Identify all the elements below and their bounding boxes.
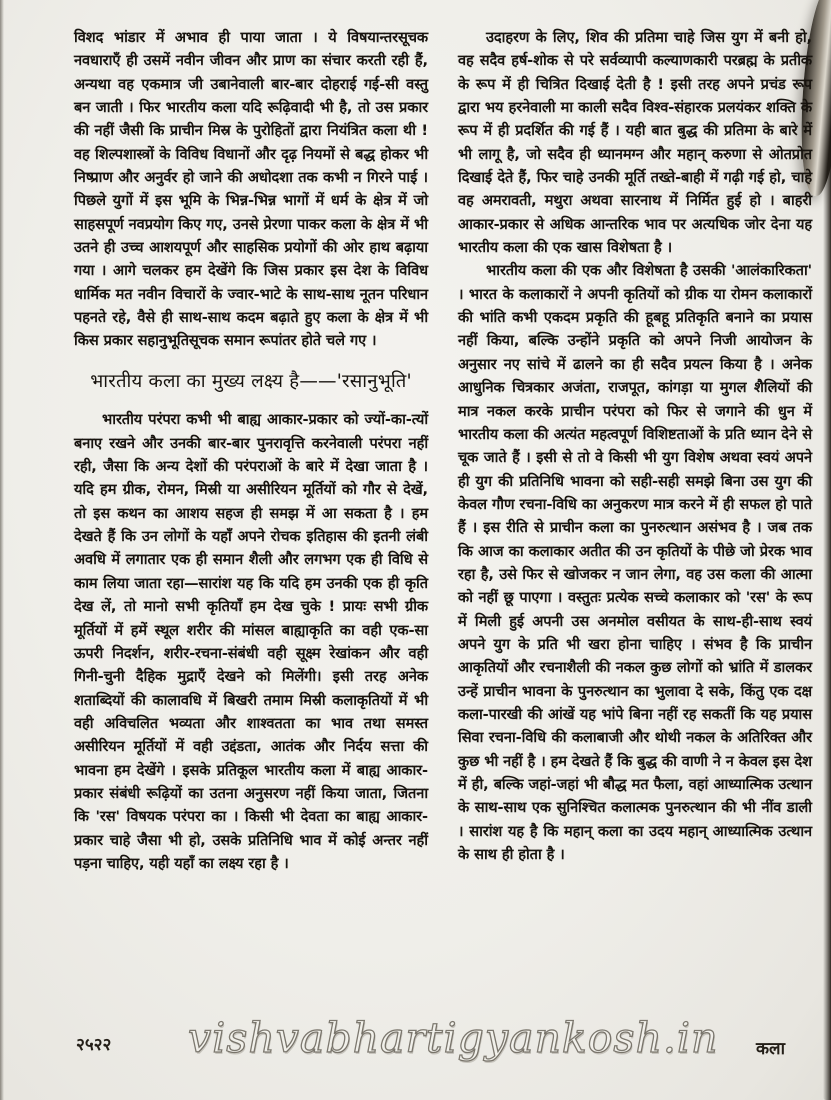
scan-right-edge-artifact xyxy=(823,60,831,1100)
right-text-column xyxy=(458,26,812,866)
page-number: २५२२ xyxy=(76,1035,112,1055)
left-text-column xyxy=(74,26,428,875)
section-heading: भारतीय कला का मुख्य लक्ष्य है——'रसानुभूति' xyxy=(90,370,412,392)
left-paragraph-continuation: विशद भांडार में अभाव ही पाया जाता । ये विषयान्तरसूचक नवधाराएँ ही उसमें नवीन जीवन और प्राण का संचार करती रही हैं, अन्यथा वह एकमात्र जी उबानेवाली बार-बार दोहराई गई-सी वस्तु बन जाती । फिर भारतीय कला यदि रूढ़िवादी भी है, तो उस प्रकार की नहीं जैसी कि प्राचीन मिस्र के पुरोहितों द्वारा नियंत्रित कला थी ! वह शिल्पशास्त्रों के विविध विधानों और दृढ़ नियमों से बद्ध होकर भी निष्प्राण और अनुर्वर हो जाने की अधोदशा तक कभी न गिरने पाई । पिछले युगों में इस भूमि के भिन्न-भिन्न भागों में धर्म के क्षेत्र में जो साहसपूर्ण नवप्रयोग किए गए, उनसे प्रेरणा पाकर कला के क्षेत्र में भी उतने ही उच्च आशयपूर्ण और साहसिक प्रयोगों की ओर हाथ बढ़ाया गया । आगे चलकर हम देखेंगे कि जिस प्रकार इस देश के विविध धार्मिक मत नवीन विचारों के ज्वार-भाटे के साथ-साथ नूतन परिधान पहनते रहे, वैसे ही साथ-साथ कदम बढ़ाते हुए कला के क्षेत्र में भी किस प्रकार सहानुभूतिसूचक समान रूपांतर होते चले गए । xyxy=(74,29,428,350)
right-paragraph-1: उदाहरण के लिए, शिव की प्रतिमा चाहे जिस युग में बनी हो, वह सदैव हर्ष-शोक से परे सर्वव्यापी कल्याणकारी परब्रह्म के प्रतीक के रूप में ही चित्रित दिखाई देती है ! इसी तरह अपने प्रचंड रूप द्वारा भय हरनेवाली मा काली सदैव विश्व-संहारक प्रलयंकर शक्ति के रूप में ही प्रदर्शित की गई हैं । यही बात बुद्ध की प्रतिमा के बारे में भी लागू है, जो सदैव ही ध्यानमग्न और महान् करुणा से ओतप्रोत दिखाई देते हैं, फिर चाहे उनकी मूर्ति तख्ते-बाही में गढ़ी गई हो, चाहे वह अमरावती, मथुरा अथवा सारनाथ में निर्मित हुई हो । बाहरी आकार-प्रकार से अधिक आन्तरिक भाव पर अत्यधिक जोर देना यह भारतीय कला की एक खास विशेषता है । xyxy=(458,29,812,257)
watermark-text: vishvabhartigyankosh.in xyxy=(188,1014,719,1062)
scan-left-edge-artifact xyxy=(0,0,4,1100)
right-paragraph-2: भारतीय कला की एक और विशेषता है उसकी 'आलंकारिकता' । भारत के कलाकारों ने अपनी कृतियों को ग्रीक या रोमन कलाकारों की भांति कभी एकदम प्रकृति की हूबहू प्रतिकृति बनाने का प्रयास नहीं किया, बल्कि उन्होंने प्रकृति को अपने निजी आयोजन के अनुसार नए सांचे में ढालने का ही सदैव प्रयत्न किया है । अनेक आधुनिक चित्रकार अजंता, राजपूत, कांगड़ा या मुगल शैलियों की मात्र नकल करके प्राचीन परंपरा को फिर से जगाने की धुन में भारतीय कला की अत्यंत महत्वपूर्ण विशिष्टताओं के प्रति ध्यान देने से चूक जाते हैं । इसी से तो वे किसी भी युग विशेष अथवा स्वयं अपने ही युग की प्रतिनिधि भावना को सही-सही समझे बिना उस युग की केवल गौण रचना-विधि का अनुकरण मात्र करने में ही सफल हो पाते हैं । इस रीति से प्राचीन कला का पुनरुत्थान असंभव है । जब तक कि आज का कलाकार अतीत की उन कृतियों के पीछे जो प्रेरक भाव रहा है, उसे फिर से खोजकर न जान लेगा, वह उस कला की आत्मा को नहीं छू पाएगा । वस्तुतः प्रत्येक सच्चे कलाकार को 'रस' के रूप में मिली हुई अपनी उस अनमोल वसीयत के साथ-ही-साथ स्वयं अपने युग के प्रति भी खरा होना चाहिए । संभव है कि प्राचीन आकृतियों और रचनाशैली की नकल कुछ लोगों को भ्रांति में डालकर उन्हें प्राचीन भावना के पुनरुत्थान का भुलावा दे सके, किंतु एक दक्ष कला-पारखी की आंखें यह भांपे बिना नहीं रह सकतीं कि यह प्रयास सिवा रचना-विधि की कलाबाजी और थोथी नकल के अतिरिक्त और कुछ भी नहीं है । हम देखते हैं कि बुद्ध की वाणी ने न केवल इस देश में ही, बल्कि जहां-जहां भी बौद्ध मत फैला, वहां आध्यात्मिक उत्थान के साथ-साथ एक सुनिश्चित कलात्मक पुनरुत्थान की भी नींव डाली । सारांश यह है कि महान् कला का उदय महान् आध्यात्मिक उत्थान के साथ ही होता है । xyxy=(458,262,812,864)
left-paragraph-2: भारतीय परंपरा कभी भी बाह्य आकार-प्रकार को ज्यों-का-त्यों बनाए रखने और उनकी बार-बार पुनरावृत्ति करनेवाली परंपरा नहीं रही, जैसा कि अन्य देशों की परंपराओं के बारे में देखा जाता है । यदि हम ग्रीक, रोमन, मिस्री या असीरियन मूर्तियों को गौर से देखें, तो इस कथन का आशय सहज ही समझ में आ सकता है । हम देखते हैं कि उन लोगों के यहाँ अपने रोचक इतिहास की इतनी लंबी अवधि में लगातार एक ही समान शैली और लगभग एक ही विधि से काम लिया जाता रहा—सारांश यह कि यदि हम उनकी एक ही कृति देख लें, तो मानो सभी कृतियाँ हम देख चुके ! प्रायः सभी ग्रीक मूर्तियों में हमें स्थूल शरीर की मांसल बाह्याकृति का वही एक-सा ऊपरी निदर्शन, शरीर-रचना-संबंधी वही सूक्ष्म रेखांकन और वही गिनी-चुनी दैहिक मुद्राएँ देखने को मिलेंगी। इसी तरह अनेक शताब्दियों की कालावधि में बिखरी तमाम मिस्री कलाकृतियों में भी वही अविचलित भव्यता और शाश्वतता का भाव तथा समस्त असीरियन मूर्तियों में वही उद्दंडता, आतंक और निर्दय सत्ता की भावना हम देखेंगे । इसके प्रतिकूल भारतीय कला में बाह्य आकार-प्रकार संबंधी रूढ़ियों का उतना अनुसरण नहीं किया जाता, जितना कि 'रस' विषयक परंपरा का । किसी भी देवता का बाह्य आकार-प्रकार चाहे जैसा भी हो, उसके प्रतिनिधि भाव में कोई अन्तर नहीं पड़ना चाहिए, यही यहाँ का लक्ष्य रहा है । xyxy=(74,411,428,872)
section-label: कला xyxy=(756,1039,785,1059)
